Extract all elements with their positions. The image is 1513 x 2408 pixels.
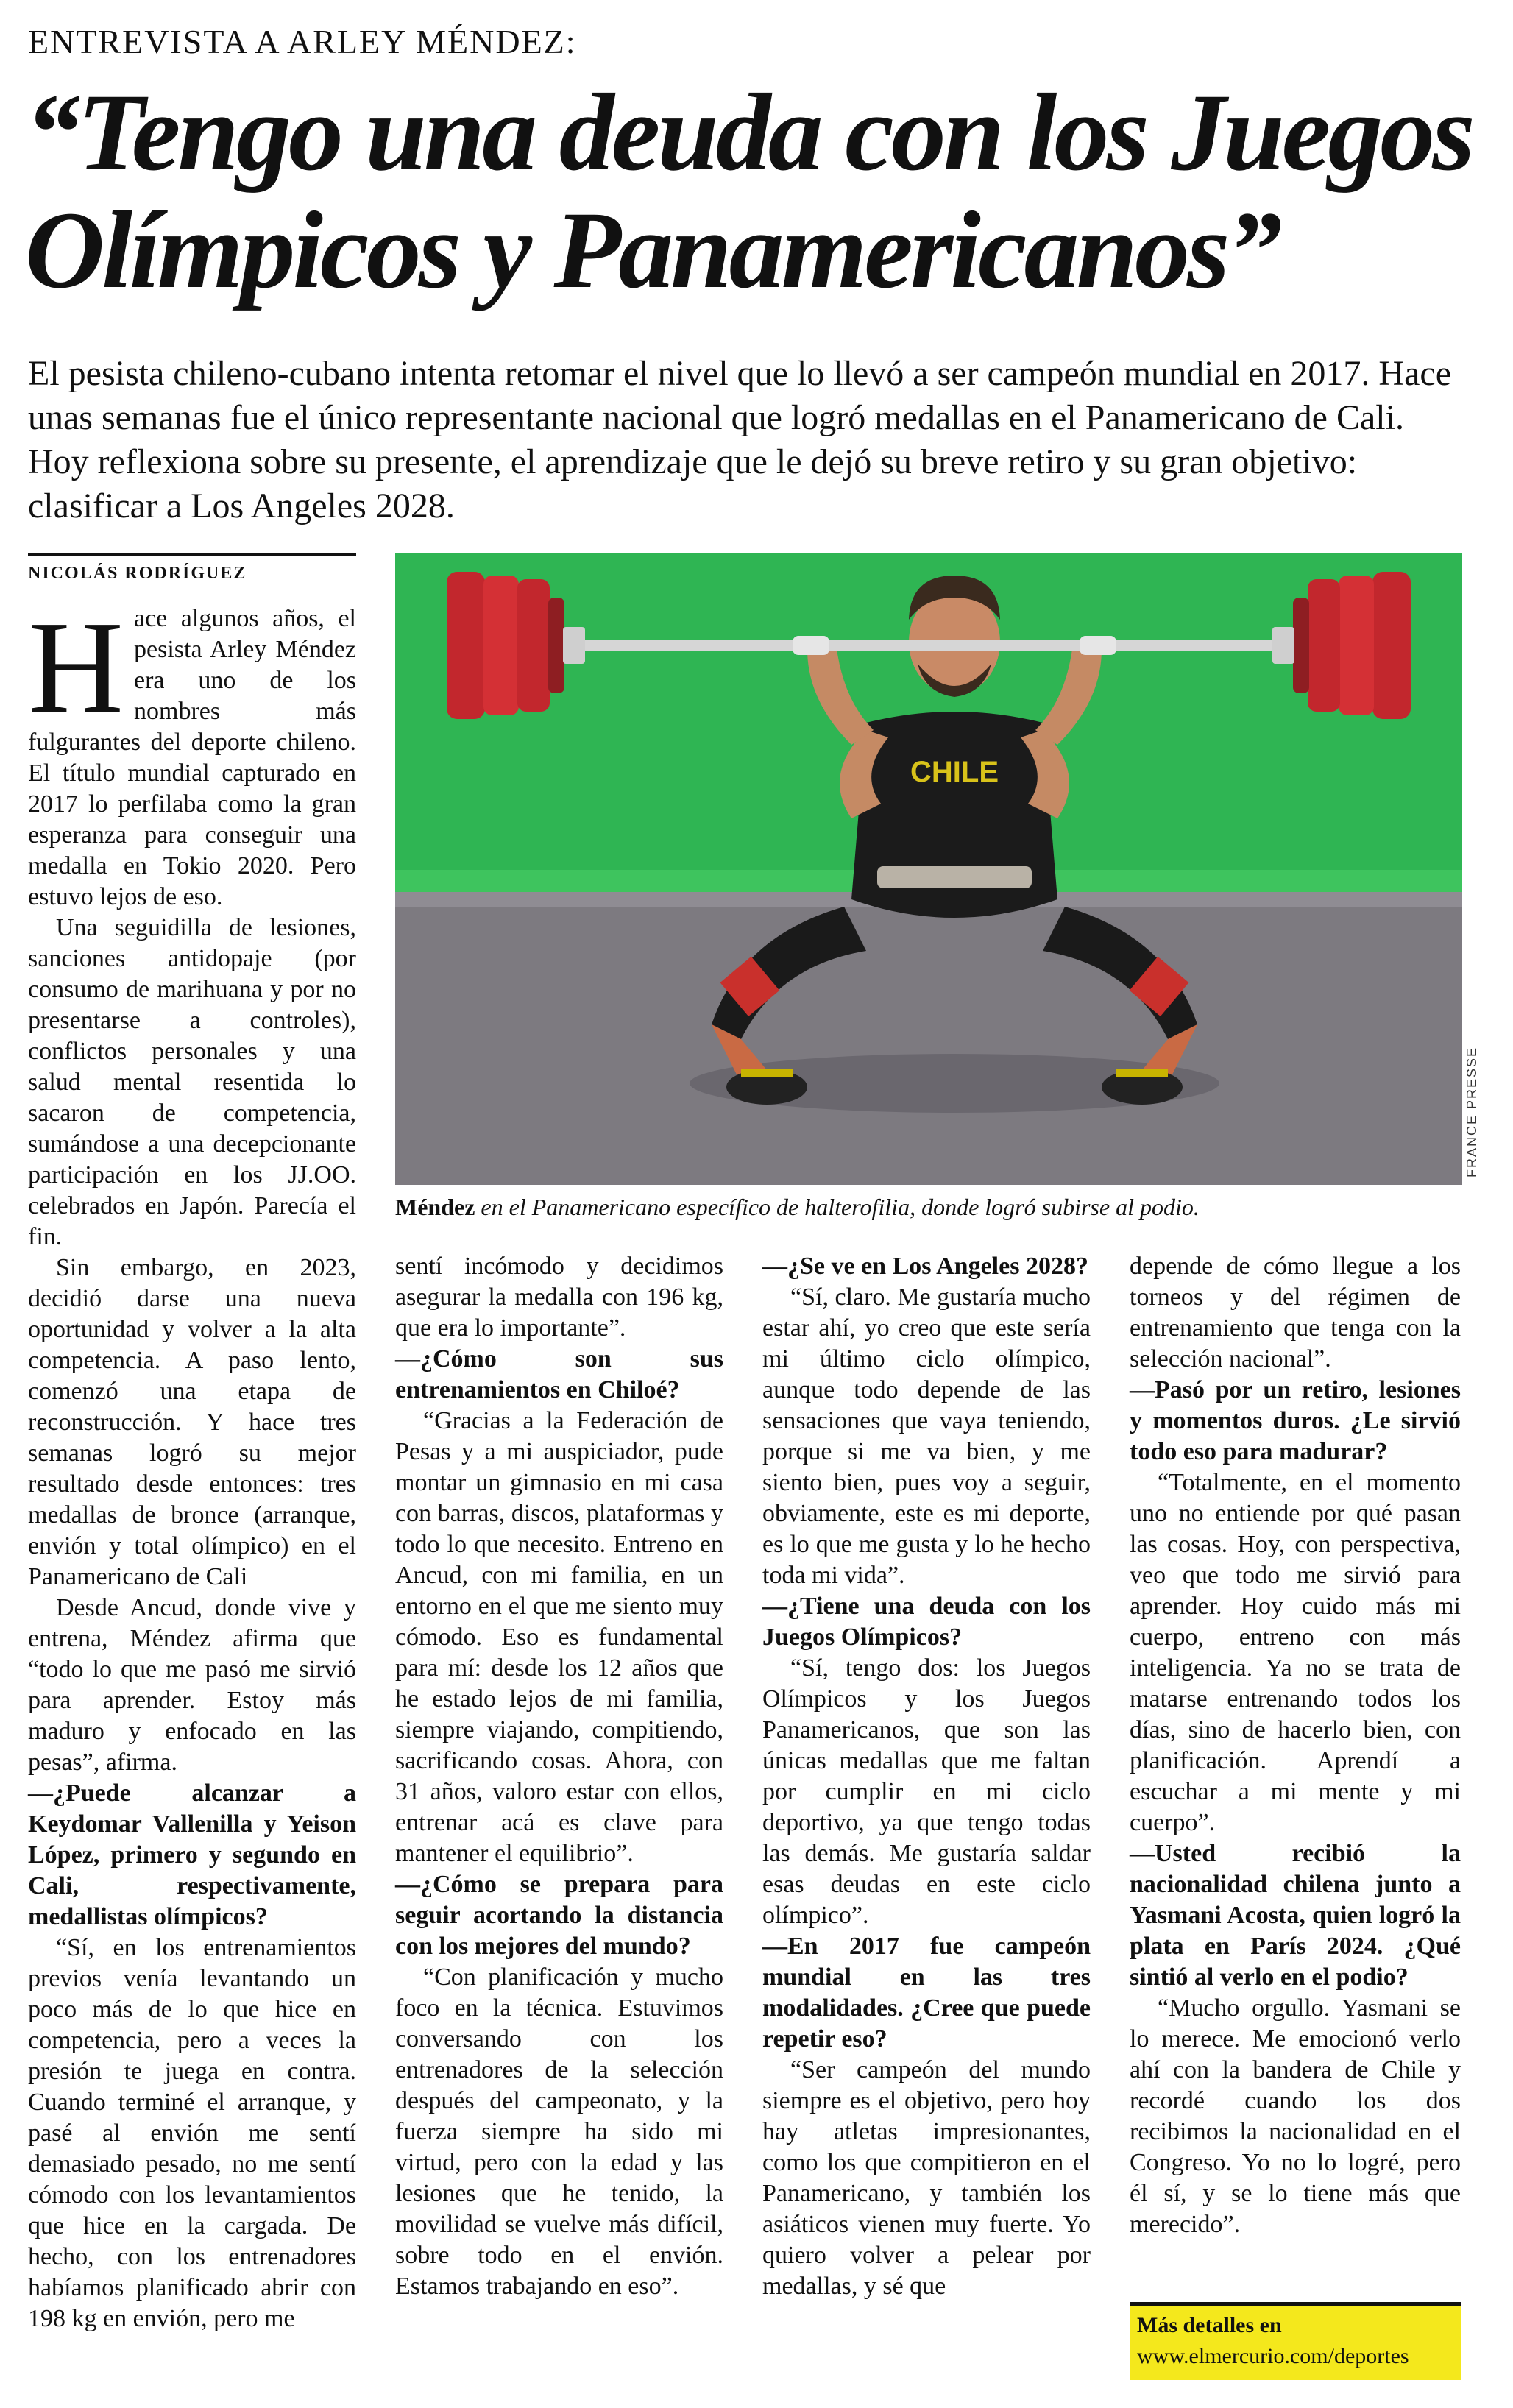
paragraph: “Ser campeón del mundo siempre es el objetivo, pero hoy hay atletas impresionantes, como los que compitieron en el Panamericano, y también los asiáticos vienen muy fuerte. Yo quiero volver a pelear por medallas, y sé que: [762, 2056, 1091, 2300]
deck: El pesista chileno-cubano intenta retomar el nivel que lo llevó a ser campeón mundial en 2017. Hace unas semanas fue el único representante nacional que logró medallas en el Panamericano de Cali. Hoy reflexiona sobre su presente, el aprendizaje que le dejó su breve retiro y su gran objetivo: clasificar a Los Angeles 2028.: [28, 354, 1451, 525]
kicker: ENTREVISTA A ARLEY MÉNDEZ:: [28, 23, 577, 60]
question: —¿Cómo se prepara para seguir acortando la distancia con los mejores del mundo?: [395, 1871, 723, 1960]
caption-name: Méndez: [395, 1194, 475, 1220]
headline: “Tengo una deuda con los Juegos Olímpicos y Panamericanos”: [25, 71, 1473, 311]
column-2: [395, 1251, 723, 2302]
paragraph: “Sí, claro. Me gustaría mucho estar ahí, yo creo que este sería mi último ciclo olímpico, aunque todo depende de las sensaciones que vaya teniendo, porque si me va bien, y me siento bien, pues voy a seguir, obviamente, este es mi deporte, es lo que me gusta y lo he hecho toda mi vida”.: [762, 1283, 1091, 1589]
question: —Usted recibió la nacionalidad chilena junto a Yasmani Acosta, quien logró la plata en París 2024. ¿Qué sintió al verlo en el podio?: [1130, 1840, 1461, 1991]
photo-caption: [395, 1192, 1470, 1222]
column-1: [28, 594, 356, 2334]
more-details-label: Más detalles en: [1137, 2313, 1282, 2337]
photo-credit: FRANCE PRESSE: [1464, 1046, 1479, 1178]
paragraph: “Gracias a la Federación de Pesas y a mi auspiciador, pude montar un gimnasio en mi casa con barras, discos, plataformas y todo lo que necesito. Entreno en Ancud, con mi familia, en un entorno en el que me siento muy cómodo. Eso es fundamental para mí: desde los 12 años que he estado lejos de mi familia, siempre viajando, compitiendo, sacrificando cosas. Ahora, con 31 años, valoro estar con ellos, entrenar acá es clave para mantener el equilibrio”.: [395, 1407, 723, 1867]
paragraph: “Sí, tengo dos: los Juegos Olímpicos y los Juegos Panamericanos, que son las únicas medallas que me faltan por cumplir en mi ciclo deportivo, ya que tengo todas las demás. Me gustaría saldar esas deudas en este ciclo olímpico”.: [762, 1654, 1091, 1929]
more-details-link[interactable]: www.elmercurio.com/deportes: [1137, 2344, 1409, 2368]
question: —¿Tiene una deuda con los Juegos Olímpicos?: [762, 1593, 1091, 1651]
paragraph: “Con planificación y mucho foco en la técnica. Estuvimos conversando con los entrenadores de la selección después del campeonato, y la fuerza siempre ha sido mi virtud, pero con la edad y las lesiones que he tenido, la movilidad se vuelve más difícil, sobre todo en el envión. Estamos trabajando en eso”.: [395, 1963, 723, 2300]
caption-text: en el Panamericano específico de halterofilia, donde logró subirse al podio.: [475, 1194, 1200, 1220]
question: —¿Cómo son sus entrenamientos en Chiloé?: [395, 1345, 723, 1403]
paragraph: depende de cómo llegue a los torneos y del régimen de entrenamiento que tenga con la selección nacional”.: [1130, 1253, 1461, 1373]
paragraph: Desde Ancud, donde vive y entrena, Méndez afirma que “todo lo que me pasó me sirvió para aprender. Estoy más maduro y enfocado en las pesas”, afirma.: [28, 1594, 356, 1776]
column-3: [762, 1251, 1091, 2302]
column-4: [1130, 1251, 1461, 2240]
paragraph: “Totalmente, en el momento uno no entiende por qué pasan las cosas. Hoy, con perspectiva, veo que todo me sirvió para aprender. Hoy cuido más mi cuerpo, entreno con más inteligencia. Ya no se trata de matarse entrenando todos los días, sino de hacerlo bien, con planificación. Aprendí a escuchar a mi mente y mi cuerpo”.: [1130, 1469, 1461, 1836]
paragraph: ace algunos años, el pesista Arley Méndez era uno de los nombres más fulgurantes del deporte chileno. El título mundial capturado en 2017 lo perfilaba como la gran esperanza para conseguir una medalla en Tokio 2020. Pero estuvo lejos de eso.: [28, 605, 356, 910]
paragraph: Una seguidilla de lesiones, sanciones antidopaje (por consumo de marihuana y por no presentarse a controles), conflictos personales y una salud mental resentida lo sacaron de competencia, sumándose a una decepcionante participación en los JJ.OO. celebrados en Japón. Parecía el fin.: [28, 914, 356, 1250]
question: —Pasó por un retiro, lesiones y momentos duros. ¿Le sirvió todo eso para madurar?: [1130, 1376, 1461, 1465]
weightlifter-photo: [395, 553, 1462, 1185]
question: —¿Se ve en Los Angeles 2028?: [762, 1253, 1088, 1280]
question: —En 2017 fue campeón mundial en las tres modalidades. ¿Cree que puede repetir eso?: [762, 1933, 1091, 2053]
jersey-text: CHILE: [910, 756, 999, 788]
paragraph: Sin embargo, en 2023, decidió darse una nueva oportunidad y volver a la alta competencia. A paso lento, comenzó una etapa de reconstrucción. Y hace tres semanas logró su mejor resultado desde entonces: tres medallas de bronce (arranque, envión y total olímpico) en el Panamericano de Cali: [28, 1254, 356, 1590]
more-details-box[interactable]: [1130, 2302, 1461, 2380]
question: —¿Puede alcanzar a Keydomar Vallenilla y Yeison López, primero y segundo en Cali, respectivamente, medallistas olímpicos?: [28, 1780, 356, 1930]
paragraph: “Sí, en los entrenamientos previos venía levantando un poco más de lo que hice en competencia, pero a veces la presión te juega en contra. Cuando terminé el arranque, y pasé al envión me sentí demasiado pesado, no me sentí cómodo con los levantamientos que hice en la cargada. De hecho, con los entrenadores habíamos planificado abrir con 198 kg en envión, pero me: [28, 1934, 356, 2332]
paragraph: sentí incómodo y decidimos asegurar la medalla con 196 kg, que era lo importante”.: [395, 1253, 723, 1342]
dropcap: H: [28, 594, 124, 740]
paragraph: “Mucho orgullo. Yasmani se lo merece. Me emocionó verlo ahí con la bandera de Chile y recordé cuando los dos recibimos la nacionalidad en el Congreso. Yo no lo logré, pero él sí, y se lo tiene más que merecido”.: [1130, 1994, 1461, 2238]
byline: NICOLÁS RODRÍGUEZ: [28, 553, 356, 584]
